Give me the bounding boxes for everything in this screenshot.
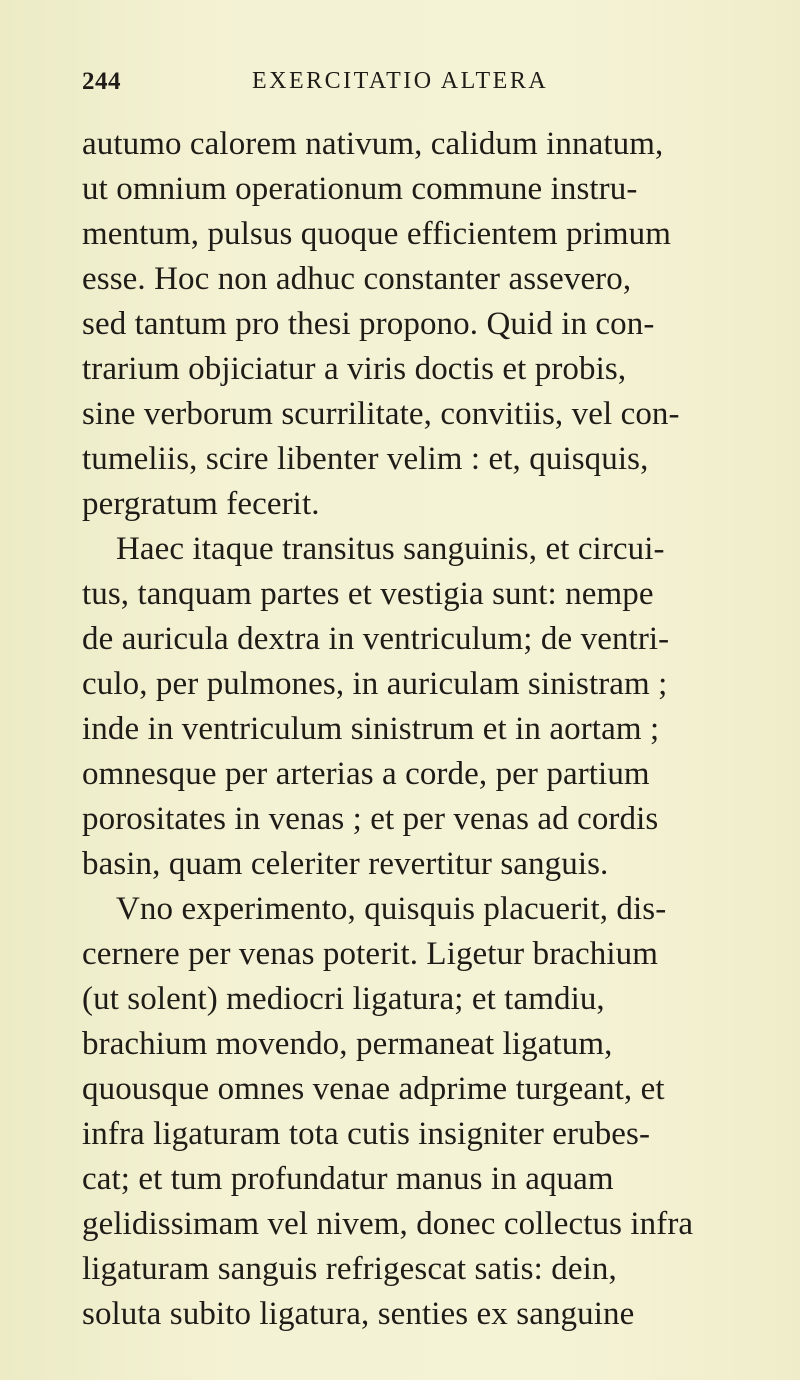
- text-line: culo, per pulmones, in auriculam sinistram ;: [82, 666, 668, 702]
- text-line: omnesque per arterias a corde, per partium: [82, 756, 650, 792]
- text-line: gelidissimam vel nivem, donec collectus infra: [82, 1206, 694, 1242]
- text-line: de auricula dextra in ventriculum; de ventri-: [82, 621, 670, 657]
- section-title: EXERCITATIO ALTERA: [252, 68, 549, 94]
- text-line: inde in ventriculum sinistrum et in aortam ;: [82, 711, 660, 747]
- text-line: ligaturam sanguis refrigescat satis: dein,: [82, 1251, 617, 1287]
- text-line: tus, tanquam partes et vestigia sunt: nempe: [82, 576, 654, 612]
- text-line: autumo calorem nativum, calidum innatum,: [82, 126, 664, 162]
- running-head: [82, 68, 722, 108]
- text-line: soluta subito ligatura, senties ex sanguine: [82, 1296, 635, 1332]
- page-number: 244: [82, 68, 121, 95]
- text-line: infra ligaturam tota cutis insigniter erubes-: [82, 1116, 651, 1152]
- text-line: brachium movendo, permaneat ligatum,: [82, 1026, 613, 1062]
- text-line: mentum, pulsus quoque efficientem primum: [82, 216, 672, 252]
- text-line: quousque omnes venae adprime turgeant, et: [82, 1071, 665, 1107]
- text-line: basin, quam celeriter revertitur sanguis.: [82, 846, 609, 882]
- text-line: tumeliis, scire libenter velim : et, quisquis,: [82, 441, 649, 477]
- text-line: (ut solent) mediocri ligatura; et tamdiu,: [82, 981, 605, 1017]
- text-line: ut omnium operationum commune instru-: [82, 171, 638, 207]
- text-line: cat; et tum profundatur manus in aquam: [82, 1161, 614, 1197]
- paragraph-first-line: Vno experimento, quisquis placuerit, dis-: [116, 891, 667, 927]
- text-line: pergratum fecerit.: [82, 486, 320, 522]
- text-line: cernere per venas poterit. Ligetur brachium: [82, 936, 659, 972]
- text-line: sed tantum pro thesi propono. Quid in con-: [82, 306, 655, 342]
- text-line: sine verborum scurrilitate, convitiis, vel con-: [82, 396, 680, 432]
- text-line: porositates in venas ; et per venas ad cordis: [82, 801, 659, 837]
- paragraph-first-line: Haec itaque transitus sanguinis, et circui-: [116, 531, 665, 567]
- text-line: esse. Hoc non adhuc constanter assevero,: [82, 261, 632, 297]
- text-line: trarium objiciatur a viris doctis et probis,: [82, 351, 627, 387]
